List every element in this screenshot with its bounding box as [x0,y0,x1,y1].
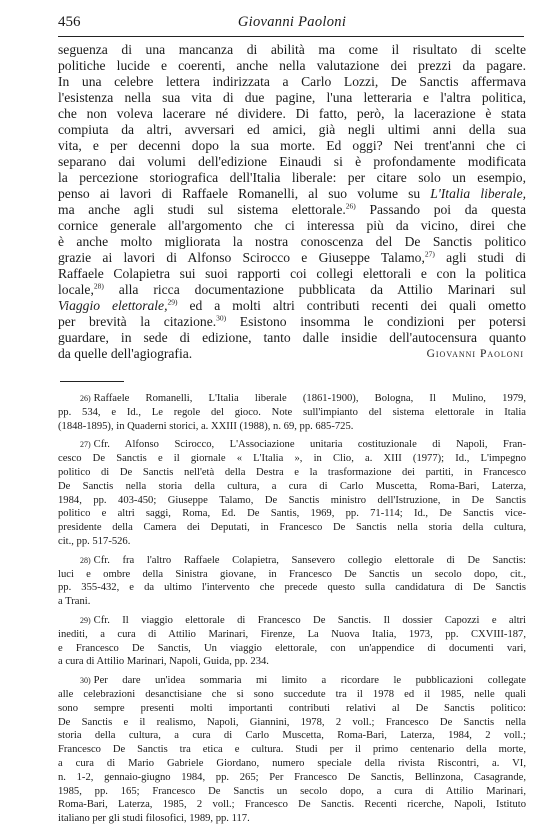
footnote-line: cit., pp. 517-526. [58,535,131,547]
body-line: guardare, in sede di edizione, tanto dalle insidie dell'autocensura quanto [58,330,526,345]
footnote-line: alle celebrazioni desanctisiane che si sono succedute tra il 1978 ed il 1985, nelle quali [58,688,526,700]
footnote-line: 1985, pp. 165; Francesco De Sanctis un secolo dopo, a cura di Attilio Marinari, [58,785,526,797]
footnote-number: 26) [80,394,91,403]
body-line: che non voleva lacerare né dividere. Di fatto, però, la lacerazione è stata [58,106,526,121]
body-line-text: per brevità la citazione. [58,314,217,329]
footnote-line: politico di De Sanctis nell'età della Destra e la trasformazione dei partiti, in Francesco [58,466,526,478]
body-line [58,202,526,218]
page-number: 456 [58,14,81,30]
footnote-line: storia della cultura, a cura di Carlo Muscetta, Roma-Bari, Laterza, 1984, 2 voll.; [58,730,526,742]
footnote-29 [58,614,526,669]
footnote-number: 27) [80,440,91,450]
body-line-text: locale, [58,282,94,297]
body-line: cornice generale all'argomento che ci interessa più da vicino, direi che [58,218,526,233]
page-header [58,14,526,34]
running-head: Giovanni Paoloni [237,14,347,30]
body-line: la percezione storiografica dell'Italia liberale: per citare solo un esempio, [58,170,526,185]
body-text [58,42,526,362]
footnote-ref[interactable]: 27) [424,249,435,259]
footnote-text: Cfr. Il viaggio elettorale di Francesco De Sanctis. Il dossier Capozzi e altri [93,614,526,626]
footnote-line: De Sanctis nella storia della cultura, a cura di Carlo Muscetta, Roma-Bari, Laterza, [58,480,526,492]
footnote-26 [58,392,526,433]
footnote-text: Cfr. Alfonso Scirocco, L'Associazione unitaria costituzionale di Napoli, Fran- [93,439,526,451]
body-line-text: Passando poi da questa [369,202,526,217]
body-line [58,314,526,330]
body-line [58,298,526,314]
body-line [58,250,526,266]
footnote-30 [58,674,526,826]
body-line-text: ed a molti altri contributi recenti dei quali ometto [189,298,526,313]
footnotes [58,392,526,831]
footnote-line: pp. 355-432, e da ultimo l'intervento che precede questo sulla candidatura di De Sanctis [58,582,526,594]
body-line: separano dai volumi dell'edizione Einaudi si è profondamente modificata [58,154,526,169]
body-line-text: penso ai lavori di Raffaele Romanelli, al suo volume su [58,186,421,201]
italic-title: Viaggio elettorale, [58,298,168,313]
body-line [58,282,526,298]
footnote-ref[interactable]: 26) [345,201,356,211]
footnote-text: Raffaele Romanelli, L'Italia liberale (1861-1900), Bologna, Il Mulino, 1979, [93,393,526,404]
footnote-line [58,674,526,688]
footnote-line: e Francesco De Sanctis, Un viaggio elettorale, con un'appendice di documenti vari, [58,642,526,654]
author-signature: Giovanni Paoloni [426,348,524,360]
footnote-number: 29) [80,615,91,625]
body-line: è anche molto migliorata la nostra conoscenza del De Sanctis politico [58,234,526,249]
footnote-line: a cura di Mario Gabriele Giordano, numero speciale della rivista Riscontri, a. VI, [58,757,526,769]
footnote-line: luci e ombre della Sinistra giovane, in Francesco De Sanctis un secolo dopo, cit., [58,568,526,580]
footnote-line [58,438,526,452]
body-line: l'esistenza nella sua vita di due pagine, l'una letteraria e l'altra politica, [58,90,526,105]
footnote-rule [60,381,124,382]
footnote-line: sono sempre presenti molti importanti contributi relativi al De Sanctis politico: [58,702,526,714]
footnote-line: politico e altri saggi, Roma, Ed. De Santis, 1969, pp. 71-114; Id., De Sanctis vice- [58,508,526,520]
footnote-line: pp. 534, e Id., Le regole del gioco. Note sull'impianto del sistema elettorale in Italia [58,406,526,418]
body-line: politiche lucide e coerenti, anche nella valutazione dei prezzi da pagare. [58,58,526,73]
footnote-ref[interactable]: 29) [167,297,178,307]
footnote-line: cesco De Sanctis e il giornale « L'Italia », in Clio, a. XIII (1977); Id., L'impegno [58,453,526,465]
footnote-line: n. 1-2, gennaio-giugno 1984, pp. 265; Per Francesco De Sanctis, Bellinzona, Casagrande, [58,771,526,783]
body-line: vita, e per decenni dopo la sua morte. Ed oggi? Nei trent'anni che ci [58,138,526,153]
footnote-number: 30) [80,676,91,686]
body-line-text: grazie ai lavori di Alfonso Scirocco e Giuseppe Talamo, [58,250,425,265]
body-line: Raffaele Colapietra sui suoi rapporti coi collegi elettorali e con la politica [58,266,526,281]
footnote-27 [58,438,526,548]
body-line-text: ma anche agli studi sul sistema elettorale. [58,202,346,217]
footnote-line [58,554,526,568]
footnote-line: presidente della Camera dei Deputati, in Francesco De Sanctis nella storia della cultura, [58,522,526,534]
footnote-ref[interactable]: 28) [93,281,104,291]
footnote-line: Francesco De Sanctis tra etica e cultura. Studi per il primo centenario della morte, [58,744,526,756]
body-line-text: Esistono insomma le condizioni per potersi [239,314,526,329]
footnote-line: italiano per gli studi filosofici, 1989, pp. 117. [58,813,250,825]
body-line: da quelle dell'agiografia. [58,346,193,361]
footnote-line: De Sanctis e il realismo, Napoli, Giannini, 1978, 2 voll.; Francesco De Sanctis nella [58,716,526,728]
italic-title: L'Italia liberale, [430,186,527,201]
body-line: In una celebre lettera indirizzata a Carlo Lozzi, De Sanctis affermava [58,74,526,89]
footnote-line: inediti, a cura di Attilio Marinari, Firenze, La Nuova Italia, 1973, pp. CXVIII-187, [58,628,526,640]
footnote-line: a cura di Attilio Marinari, Napoli, Guida, pp. 234. [58,656,269,668]
footnote-ref[interactable]: 30) [216,313,227,323]
footnote-text: Per dare un'idea sommaria mi limito a ricordare le pubblicazioni collegate [93,675,526,687]
header-rule [58,36,524,37]
footnote-line: 1984, pp. 403-450; Giuseppe Talamo, De Sanctis ministro dell'Istruzione, in De Sanctis [58,494,526,506]
footnote-line [58,392,526,406]
footnote-line: Roma-Bari, Laterza, 1985, 2 voll.; Francesco De Sanctis. Recenti ricerche, Napoli, Istituto [58,799,526,811]
footnote-number: 28) [80,555,91,565]
footnote-text: Cfr. fra l'altro Raffaele Colapietra, Sansevero collegio elettorale di De Sanctis: [93,554,526,566]
footnote-line [58,614,526,628]
body-line-text: alla ricca documentazione pubblicata da Attilio Marinari sul [118,282,526,297]
footnote-line: (1848-1895), in Quaderni storici, a. XXIII (1988), n. 69, pp. 685-725. [58,420,354,432]
body-line: compiuta da altri, avversari ed amici, già negli ultimi anni della sua [58,122,526,137]
body-line [58,186,526,202]
body-line: seguenza di una mancanza di abilità ma come il risultato di scelte [58,42,526,57]
footnote-28 [58,554,526,609]
footnote-line: a Trani. [58,596,91,608]
body-line-text: agli studi di [446,250,527,265]
